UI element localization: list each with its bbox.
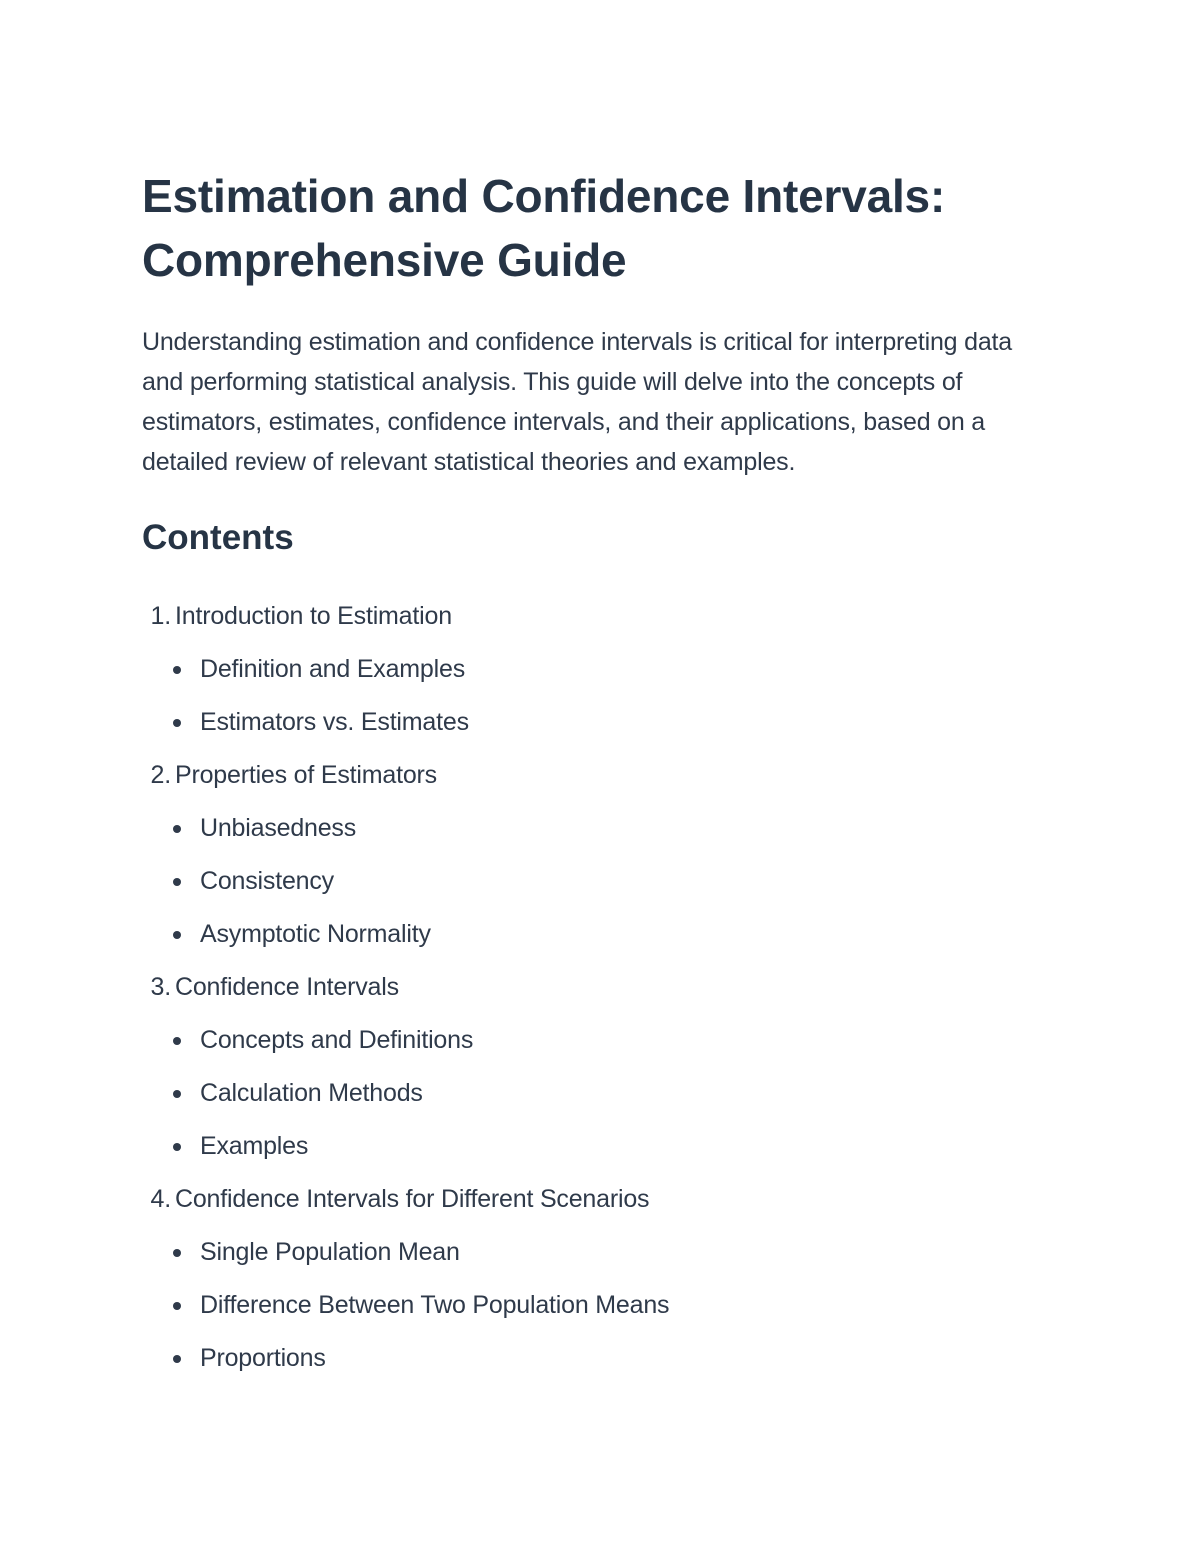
toc-subitem xyxy=(142,643,1058,696)
toc-subitem-label: Concepts and Definitions xyxy=(200,1026,474,1054)
bullet-icon xyxy=(173,1037,181,1045)
toc-subitem-label: Calculation Methods xyxy=(200,1079,423,1107)
toc-section-label xyxy=(142,1173,1058,1226)
bullet-icon xyxy=(173,1143,181,1151)
toc-subitem-label: Examples xyxy=(200,1132,309,1160)
toc-section-2 xyxy=(142,749,1058,961)
bullet-icon xyxy=(173,825,181,833)
bullet-icon xyxy=(173,719,181,727)
toc-subitem xyxy=(142,1014,1058,1067)
toc-subitem xyxy=(142,1067,1058,1120)
toc-subitem xyxy=(142,1332,1058,1385)
toc-section-number: 1. xyxy=(150,602,171,630)
toc-subitem-label: Consistency xyxy=(200,867,334,895)
toc-section-3 xyxy=(142,961,1058,1173)
bullet-icon xyxy=(173,1302,181,1310)
bullet-icon xyxy=(173,1355,181,1363)
table-of-contents xyxy=(142,590,1058,1385)
toc-sublist xyxy=(142,1014,1058,1173)
toc-section-label xyxy=(142,590,1058,643)
toc-subitem xyxy=(142,696,1058,749)
toc-section-number: 3. xyxy=(150,973,171,1001)
bullet-icon xyxy=(173,931,181,939)
toc-subitem-label: Single Population Mean xyxy=(200,1238,460,1266)
toc-sublist xyxy=(142,1226,1058,1385)
toc-subitem-label: Proportions xyxy=(200,1344,326,1372)
bullet-icon xyxy=(173,666,181,674)
bullet-icon xyxy=(173,878,181,886)
toc-sublist xyxy=(142,802,1058,961)
toc-subitem-label: Asymptotic Normality xyxy=(200,920,431,948)
toc-subitem xyxy=(142,1226,1058,1279)
toc-subitem xyxy=(142,855,1058,908)
toc-subitem-label: Unbiasedness xyxy=(200,814,357,842)
bullet-icon xyxy=(173,1249,181,1257)
intro-paragraph: Understanding estimation and confidence intervals is critical for interpreting data and performing statistical analysis. This guide will delve into the concepts of estimators, estimates, confidence intervals, and their applications, based on a detailed review of relevant statistical theories and examples. xyxy=(142,328,1012,476)
toc-section-label xyxy=(142,749,1058,802)
toc-section-title: Confidence Intervals xyxy=(175,973,399,1001)
toc-section-label xyxy=(142,961,1058,1014)
toc-subitem xyxy=(142,908,1058,961)
toc-sublist xyxy=(142,643,1058,749)
toc-subitem-label: Definition and Examples xyxy=(200,655,465,683)
toc-section-title: Confidence Intervals for Different Scenarios xyxy=(175,1185,650,1213)
toc-subitem-label: Estimators vs. Estimates xyxy=(200,708,469,736)
toc-subitem xyxy=(142,1279,1058,1332)
toc-section-4 xyxy=(142,1173,1058,1385)
toc-section-number: 2. xyxy=(150,761,171,789)
toc-section-title: Introduction to Estimation xyxy=(175,602,452,630)
toc-subitem-label: Difference Between Two Population Means xyxy=(200,1291,670,1319)
contents-heading: Contents xyxy=(142,518,294,557)
toc-section-1 xyxy=(142,590,1058,749)
toc-subitem xyxy=(142,802,1058,855)
bullet-icon xyxy=(173,1090,181,1098)
toc-subitem xyxy=(142,1120,1058,1173)
page-title: Estimation and Confidence Intervals: Comprehensive Guide xyxy=(142,170,946,286)
toc-section-number: 4. xyxy=(150,1185,171,1213)
toc-section-title: Properties of Estimators xyxy=(175,761,437,789)
